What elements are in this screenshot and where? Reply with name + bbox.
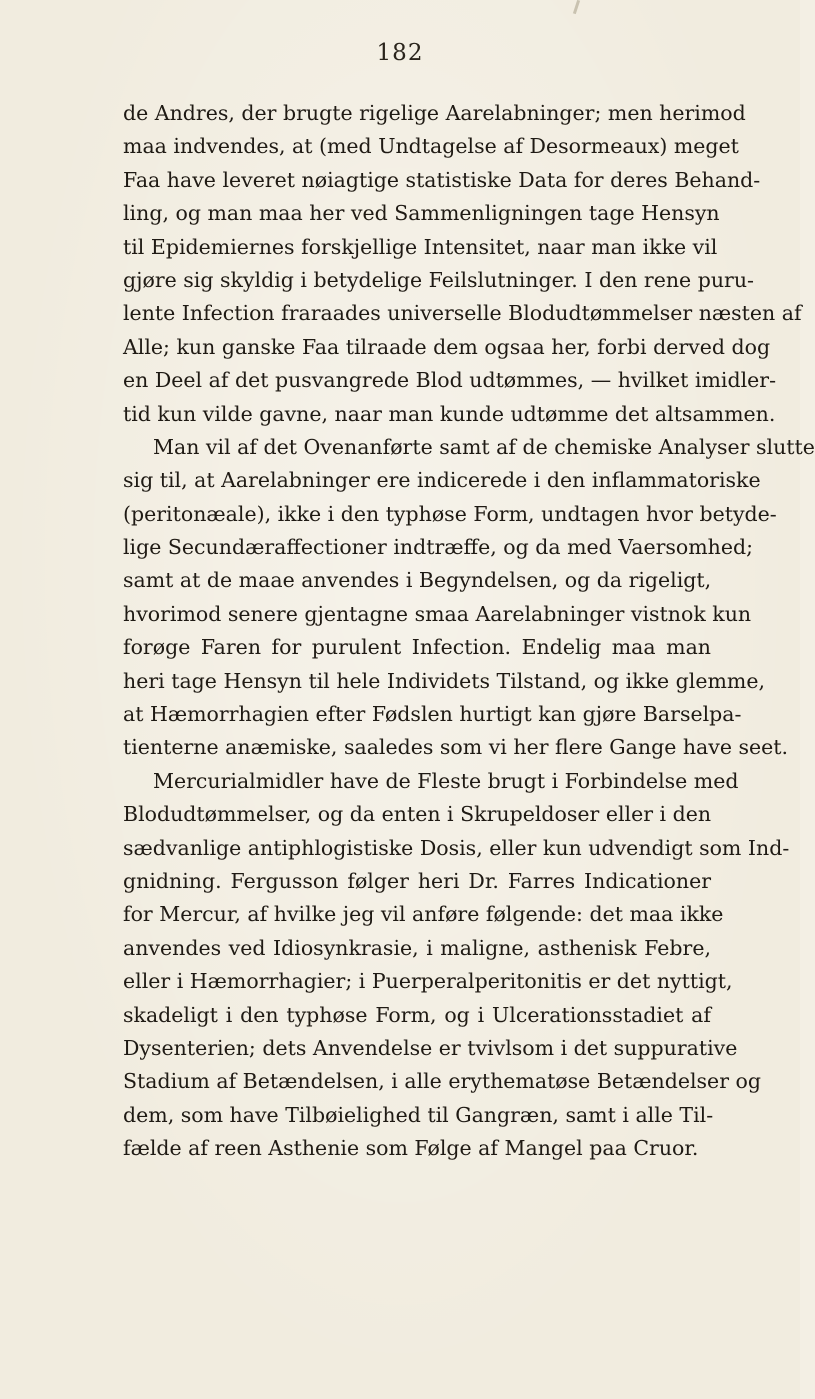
text-line: at Hæmorrhagien efter Fødslen hurtigt kan gjøre Barselpa- <box>123 702 742 727</box>
text-line: maa indvendes, at (med Undtagelse af Desormeaux) meget <box>123 134 739 159</box>
text-line: eller i Hæmorrhagier; i Puerperalperitonitis er det nyttigt, <box>123 969 733 994</box>
text-line: sig til, at Aarelabninger ere indicerede i den inflammatoriske <box>123 468 761 493</box>
text-line: tid kun vilde gavne, naar man kunde udtømme det altsammen. <box>123 401 776 426</box>
text-line: ling, og man maa her ved Sammenligningen tage Hensyn <box>123 201 720 226</box>
scan-mark <box>573 0 580 14</box>
page-number: 182 <box>376 40 424 66</box>
text-line: tienterne anæmiske, saaledes som vi her flere Gange have seet. <box>123 735 789 760</box>
text-line: til Epidemiernes forskjellige Intensitet, naar man ikke vil <box>123 234 718 259</box>
text-line: fælde af reen Asthenie som Følge af Mangel paa Cruor. <box>123 1136 699 1161</box>
text-line: Alle; kun ganske Faa tilraade dem ogsaa her, forbi derved dog <box>123 334 771 359</box>
text-line: lige Secundæraffectioner indtræffe, og da med Vaersomhed; <box>123 535 754 560</box>
text-line: Man vil af det Ovenanførte samt af de chemiske Analyser slutte <box>153 434 815 459</box>
text-line: skadeligt i den typhøse Form, og i Ulcerationsstadiet af <box>123 1002 711 1027</box>
text-line: Stadium af Betændelsen, i alle erythematøse Betændelser og <box>123 1069 761 1094</box>
text-line: (peritonæale), ikke i den typhøse Form, undtagen hvor betyde- <box>123 501 777 526</box>
text-line: gjøre sig skyldig i betydelige Feilslutninger. I den rene puru- <box>123 267 754 292</box>
text-line: heri tage Hensyn til hele Individets Tilstand, og ikke glemme, <box>123 668 766 693</box>
text-line: Faa have leveret nøiagtige statistiske Data for deres Behand- <box>123 167 761 192</box>
text-line: hvorimod senere gjentagne smaa Aarelabninger vistnok kun <box>123 601 752 626</box>
text-line: Mercurialmidler have de Fleste brugt i Forbindelse med <box>153 768 739 793</box>
text-line: anvendes ved Idiosynkrasie, i maligne, asthenisk Febre, <box>123 935 711 960</box>
text-line: samt at de maae anvendes i Begyndelsen, og da rigeligt, <box>123 568 712 593</box>
text-line: for Mercur, af hvilke jeg vil anføre følgende: det maa ikke <box>123 902 724 927</box>
text-line: en Deel af det pusvangrede Blod udtømmes, — hvilket imidler- <box>123 368 777 393</box>
text-line: dem, som have Tilbøielighed til Gangræn, samt i alle Til- <box>123 1102 714 1127</box>
text-line: de Andres, der brugte rigelige Aarelabninger; men herimod <box>123 101 746 125</box>
text-line: Dysenterien; dets Anvendelse er tvivlsom i det suppurative <box>123 1035 738 1060</box>
body-text <box>123 97 815 1166</box>
text-line: lente Infection fraraades universelle Blodudtømmelser næsten af <box>123 301 802 326</box>
text-line: sædvanlige antiphlogistiske Dosis, eller kun udvendigt som Ind- <box>123 835 790 860</box>
text-line: gnidning. Fergusson følger heri Dr. Farres Indicationer <box>123 868 711 893</box>
text-line: Blodudtømmelser, og da enten i Skrupeldoser eller i den <box>123 802 712 827</box>
text-line: forøge Faren for purulent Infection. Endelig maa man <box>123 635 711 660</box>
